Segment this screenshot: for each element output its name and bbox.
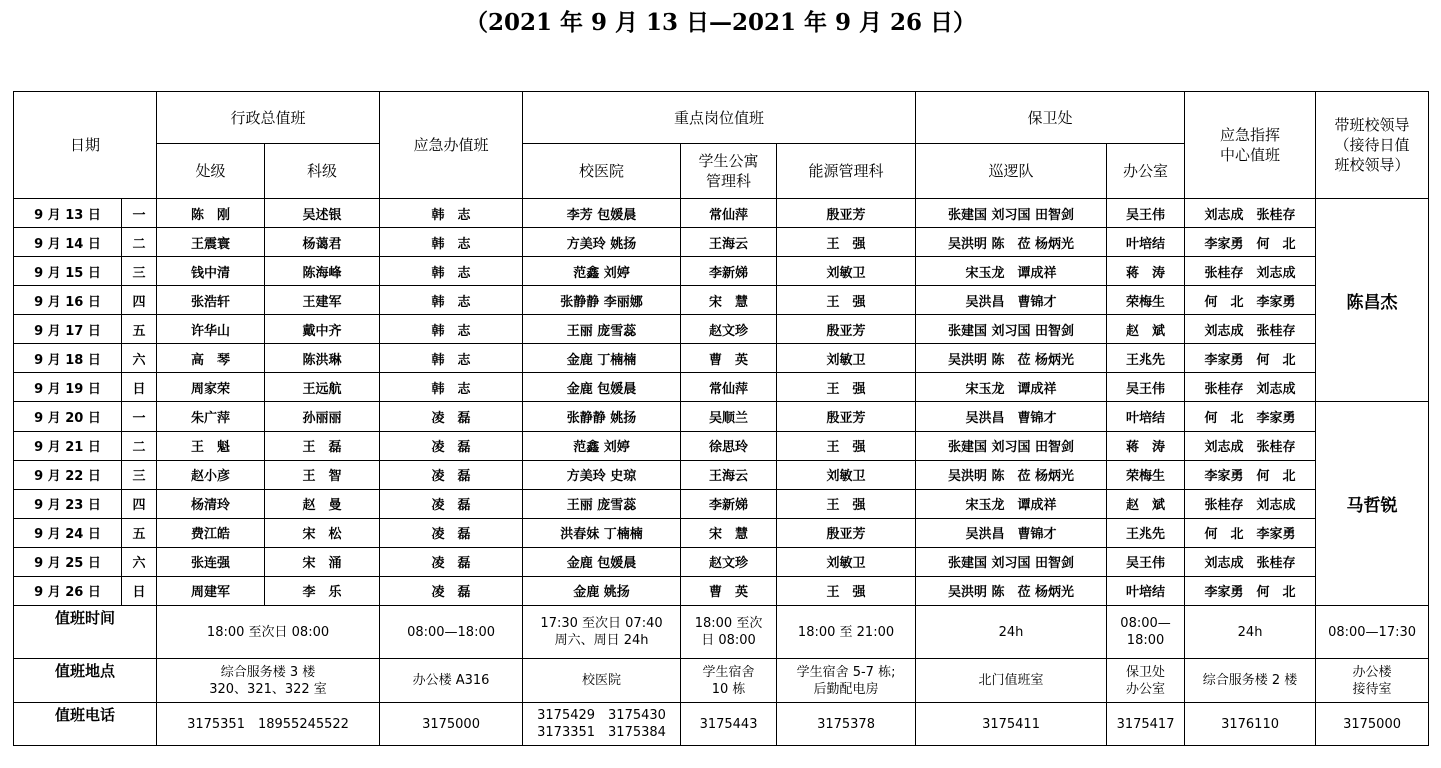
dorm-cell: 宋 慧 [681, 518, 777, 547]
division-duty-cell: 许华山 [157, 315, 265, 344]
emergency-office-cell: 凌 磊 [380, 547, 523, 576]
section-duty-cell: 陈洪琳 [265, 344, 380, 373]
leader-cell: 马哲锐 [1316, 402, 1429, 606]
footer-label-phone: 值班电话 [14, 703, 157, 746]
division-duty-cell: 钱中清 [157, 257, 265, 286]
division-duty-cell: 费江皓 [157, 518, 265, 547]
table-row [14, 576, 1429, 605]
security-office-cell: 赵 斌 [1107, 315, 1185, 344]
weekday-cell: 日 [122, 576, 157, 605]
hospital-cell: 方美玲 史琼 [523, 460, 681, 489]
header-emergency-office: 应急办值班 [380, 92, 523, 199]
table-row [14, 373, 1429, 402]
place-dorm: 学生宿舍 10 栋 [681, 659, 777, 703]
leader-cell: 陈昌杰 [1316, 199, 1429, 402]
header-key-posts: 重点岗位值班 [523, 92, 916, 144]
time-energy: 18:00 至 21:00 [777, 606, 916, 659]
emergency-office-cell: 凌 磊 [380, 402, 523, 431]
table-row [14, 431, 1429, 460]
table-row [14, 286, 1429, 315]
division-duty-cell: 周建军 [157, 576, 265, 605]
header-patrol: 巡逻队 [916, 144, 1107, 199]
division-duty-cell: 张连强 [157, 547, 265, 576]
weekday-cell: 一 [122, 199, 157, 228]
dorm-cell: 曹 英 [681, 344, 777, 373]
security-office-cell: 荣梅生 [1107, 286, 1185, 315]
emergency-office-cell: 凌 磊 [380, 460, 523, 489]
phone-hospital: 3175429 3175430 3173351 3175384 [523, 703, 681, 746]
security-office-cell: 吴王伟 [1107, 199, 1185, 228]
command-cell: 何 北 李家勇 [1185, 518, 1316, 547]
security-office-cell: 叶培结 [1107, 576, 1185, 605]
weekday-cell: 二 [122, 431, 157, 460]
time-command: 24h [1185, 606, 1316, 659]
time-office: 08:00— 18:00 [1107, 606, 1185, 659]
emergency-office-cell: 凌 磊 [380, 576, 523, 605]
place-hospital: 校医院 [523, 659, 681, 703]
dorm-cell: 李新娣 [681, 257, 777, 286]
security-office-cell: 赵 斌 [1107, 489, 1185, 518]
emergency-office-cell: 韩 志 [380, 315, 523, 344]
table-row [14, 518, 1429, 547]
section-duty-cell: 宋 涌 [265, 547, 380, 576]
security-office-cell: 荣梅生 [1107, 460, 1185, 489]
footer-row-time [14, 606, 1429, 659]
hospital-cell: 李芳 包媛晨 [523, 199, 681, 228]
phone-patrol: 3175411 [916, 703, 1107, 746]
section-duty-cell: 孙丽丽 [265, 402, 380, 431]
energy-cell: 王 强 [777, 286, 916, 315]
division-duty-cell: 张浩轩 [157, 286, 265, 315]
table-row [14, 402, 1429, 431]
phone-office: 3175417 [1107, 703, 1185, 746]
time-leader: 08:00—17:30 [1316, 606, 1429, 659]
section-duty-cell: 陈海峰 [265, 257, 380, 286]
hospital-cell: 洪春妹 丁楠楠 [523, 518, 681, 547]
header-leader: 带班校领导 （接待日值 班校领导） [1316, 92, 1429, 199]
place-patrol: 北门值班室 [916, 659, 1107, 703]
hospital-cell: 王丽 庞雪蕊 [523, 315, 681, 344]
time-dorm: 18:00 至次 日 08:00 [681, 606, 777, 659]
table-row [14, 344, 1429, 373]
header-section-level: 科级 [265, 144, 380, 199]
dorm-cell: 李新娣 [681, 489, 777, 518]
division-duty-cell: 王 魁 [157, 431, 265, 460]
date-cell: 9 月 16 日 [14, 286, 122, 315]
footer-row-phone [14, 703, 1429, 746]
dorm-cell: 徐思玲 [681, 431, 777, 460]
header-dorm-management: 学生公寓 管理科 [681, 144, 777, 199]
division-duty-cell: 周家荣 [157, 373, 265, 402]
energy-cell: 殷亚芳 [777, 199, 916, 228]
division-duty-cell: 杨清玲 [157, 489, 265, 518]
energy-cell: 王 强 [777, 489, 916, 518]
security-office-cell: 蒋 涛 [1107, 431, 1185, 460]
time-admin: 18:00 至次日 08:00 [157, 606, 380, 659]
table-row [14, 489, 1429, 518]
date-cell: 9 月 23 日 [14, 489, 122, 518]
hospital-cell: 张静静 李丽娜 [523, 286, 681, 315]
dorm-cell: 常仙萍 [681, 373, 777, 402]
schedule-rows [14, 199, 1429, 606]
hospital-cell: 张静静 姚扬 [523, 402, 681, 431]
emergency-office-cell: 韩 志 [380, 257, 523, 286]
emergency-office-cell: 凌 磊 [380, 518, 523, 547]
energy-cell: 刘敏卫 [777, 344, 916, 373]
header-emergency-command: 应急指挥 中心值班 [1185, 92, 1316, 199]
patrol-cell: 宋玉龙 谭成祥 [916, 373, 1107, 402]
hospital-cell: 金鹿 丁楠楠 [523, 344, 681, 373]
weekday-cell: 三 [122, 257, 157, 286]
date-cell: 9 月 26 日 [14, 576, 122, 605]
emergency-office-cell: 凌 磊 [380, 431, 523, 460]
command-cell: 李家勇 何 北 [1185, 460, 1316, 489]
time-hospital: 17:30 至次日 07:40 周六、周日 24h [523, 606, 681, 659]
dorm-cell: 吴顺兰 [681, 402, 777, 431]
dorm-cell: 王海云 [681, 460, 777, 489]
page-title: （2021 年 9 月 13 日—2021 年 9 月 26 日） [464, 9, 977, 36]
weekday-cell: 五 [122, 518, 157, 547]
hospital-cell: 方美玲 姚扬 [523, 228, 681, 257]
security-office-cell: 王兆先 [1107, 518, 1185, 547]
header-date: 日期 [14, 92, 157, 199]
emergency-office-cell: 韩 志 [380, 199, 523, 228]
command-cell: 李家勇 何 北 [1185, 228, 1316, 257]
phone-leader: 3175000 [1316, 703, 1429, 746]
patrol-cell: 吴洪明 陈 莅 杨炳光 [916, 228, 1107, 257]
energy-cell: 王 强 [777, 373, 916, 402]
table-row [14, 228, 1429, 257]
patrol-cell: 张建国 刘习国 田智剑 [916, 547, 1107, 576]
date-cell: 9 月 25 日 [14, 547, 122, 576]
weekday-cell: 五 [122, 315, 157, 344]
command-cell: 张桂存 刘志成 [1185, 489, 1316, 518]
phone-emergency-office: 3175000 [380, 703, 523, 746]
time-emergency-office: 08:00—18:00 [380, 606, 523, 659]
place-admin: 综合服务楼 3 楼 320、321、322 室 [157, 659, 380, 703]
hospital-cell: 金鹿 包媛晨 [523, 547, 681, 576]
header-hospital: 校医院 [523, 144, 681, 199]
dorm-cell: 常仙萍 [681, 199, 777, 228]
weekday-cell: 六 [122, 344, 157, 373]
date-cell: 9 月 15 日 [14, 257, 122, 286]
patrol-cell: 张建国 刘习国 田智剑 [916, 315, 1107, 344]
header-admin-duty: 行政总值班 [157, 92, 380, 144]
header-office: 办公室 [1107, 144, 1185, 199]
phone-command: 3176110 [1185, 703, 1316, 746]
time-patrol: 24h [916, 606, 1107, 659]
place-command: 综合服务楼 2 楼 [1185, 659, 1316, 703]
dorm-cell: 曹 英 [681, 576, 777, 605]
date-cell: 9 月 14 日 [14, 228, 122, 257]
patrol-cell: 吴洪昌 曹锦才 [916, 518, 1107, 547]
weekday-cell: 一 [122, 402, 157, 431]
patrol-cell: 宋玉龙 谭成祥 [916, 257, 1107, 286]
command-cell: 刘志成 张桂存 [1185, 431, 1316, 460]
energy-cell: 王 强 [777, 228, 916, 257]
table-row [14, 460, 1429, 489]
emergency-office-cell: 韩 志 [380, 286, 523, 315]
dorm-cell: 宋 慧 [681, 286, 777, 315]
command-cell: 李家勇 何 北 [1185, 576, 1316, 605]
place-energy: 学生宿舍 5-7 栋; 后勤配电房 [777, 659, 916, 703]
table-row [14, 547, 1429, 576]
energy-cell: 王 强 [777, 431, 916, 460]
section-duty-cell: 王 磊 [265, 431, 380, 460]
patrol-cell: 吴洪明 陈 莅 杨炳光 [916, 576, 1107, 605]
command-cell: 刘志成 张桂存 [1185, 547, 1316, 576]
division-duty-cell: 王震寰 [157, 228, 265, 257]
division-duty-cell: 朱广萍 [157, 402, 265, 431]
date-cell: 9 月 20 日 [14, 402, 122, 431]
energy-cell: 殷亚芳 [777, 402, 916, 431]
command-cell: 李家勇 何 北 [1185, 344, 1316, 373]
table-row [14, 257, 1429, 286]
weekday-cell: 二 [122, 228, 157, 257]
command-cell: 刘志成 张桂存 [1185, 199, 1316, 228]
weekday-cell: 四 [122, 286, 157, 315]
date-cell: 9 月 22 日 [14, 460, 122, 489]
dorm-cell: 赵文珍 [681, 547, 777, 576]
header-energy-management: 能源管理科 [777, 144, 916, 199]
energy-cell: 殷亚芳 [777, 315, 916, 344]
section-duty-cell: 赵 曼 [265, 489, 380, 518]
security-office-cell: 吴王伟 [1107, 547, 1185, 576]
patrol-cell: 吴洪明 陈 莅 杨炳光 [916, 344, 1107, 373]
security-office-cell: 蒋 涛 [1107, 257, 1185, 286]
weekday-cell: 四 [122, 489, 157, 518]
energy-cell: 刘敏卫 [777, 460, 916, 489]
weekday-cell: 三 [122, 460, 157, 489]
phone-dorm: 3175443 [681, 703, 777, 746]
date-cell: 9 月 19 日 [14, 373, 122, 402]
date-cell: 9 月 24 日 [14, 518, 122, 547]
command-cell: 何 北 李家勇 [1185, 402, 1316, 431]
weekday-cell: 六 [122, 547, 157, 576]
dorm-cell: 赵文珍 [681, 315, 777, 344]
date-cell: 9 月 13 日 [14, 199, 122, 228]
place-leader: 办公楼 接待室 [1316, 659, 1429, 703]
phone-energy: 3175378 [777, 703, 916, 746]
hospital-cell: 范鑫 刘婷 [523, 257, 681, 286]
footer-label-time: 值班时间 [14, 606, 157, 659]
header-division-level: 处级 [157, 144, 265, 199]
place-emergency-office: 办公楼 A316 [380, 659, 523, 703]
section-duty-cell: 王建军 [265, 286, 380, 315]
command-cell: 刘志成 张桂存 [1185, 315, 1316, 344]
date-cell: 9 月 18 日 [14, 344, 122, 373]
division-duty-cell: 赵小彦 [157, 460, 265, 489]
section-duty-cell: 李 乐 [265, 576, 380, 605]
command-cell: 张桂存 刘志成 [1185, 373, 1316, 402]
hospital-cell: 金鹿 包媛晨 [523, 373, 681, 402]
patrol-cell: 张建国 刘习国 田智剑 [916, 199, 1107, 228]
energy-cell: 刘敏卫 [777, 257, 916, 286]
hospital-cell: 王丽 庞雪蕊 [523, 489, 681, 518]
hospital-cell: 范鑫 刘婷 [523, 431, 681, 460]
patrol-cell: 吴洪昌 曹锦才 [916, 402, 1107, 431]
hospital-cell: 金鹿 姚扬 [523, 576, 681, 605]
command-cell: 何 北 李家勇 [1185, 286, 1316, 315]
place-office: 保卫处 办公室 [1107, 659, 1185, 703]
dorm-cell: 王海云 [681, 228, 777, 257]
patrol-cell: 张建国 刘习国 田智剑 [916, 431, 1107, 460]
energy-cell: 王 强 [777, 576, 916, 605]
date-cell: 9 月 17 日 [14, 315, 122, 344]
security-office-cell: 叶培结 [1107, 228, 1185, 257]
patrol-cell: 宋玉龙 谭成祥 [916, 489, 1107, 518]
table-row [14, 315, 1429, 344]
security-office-cell: 吴王伟 [1107, 373, 1185, 402]
division-duty-cell: 陈 刚 [157, 199, 265, 228]
section-duty-cell: 王远航 [265, 373, 380, 402]
section-duty-cell: 戴中齐 [265, 315, 380, 344]
energy-cell: 刘敏卫 [777, 547, 916, 576]
patrol-cell: 吴洪昌 曹锦才 [916, 286, 1107, 315]
duty-schedule-table [13, 91, 1429, 746]
weekday-cell: 日 [122, 373, 157, 402]
security-office-cell: 叶培结 [1107, 402, 1185, 431]
command-cell: 张桂存 刘志成 [1185, 257, 1316, 286]
phone-admin: 3175351 18955245522 [157, 703, 380, 746]
date-cell: 9 月 21 日 [14, 431, 122, 460]
header-security-dept: 保卫处 [916, 92, 1185, 144]
security-office-cell: 王兆先 [1107, 344, 1185, 373]
emergency-office-cell: 韩 志 [380, 228, 523, 257]
energy-cell: 殷亚芳 [777, 518, 916, 547]
section-duty-cell: 宋 松 [265, 518, 380, 547]
section-duty-cell: 杨蔼君 [265, 228, 380, 257]
patrol-cell: 吴洪明 陈 莅 杨炳光 [916, 460, 1107, 489]
emergency-office-cell: 韩 志 [380, 344, 523, 373]
emergency-office-cell: 凌 磊 [380, 489, 523, 518]
section-duty-cell: 王 智 [265, 460, 380, 489]
table-row [14, 199, 1429, 228]
section-duty-cell: 吴述银 [265, 199, 380, 228]
division-duty-cell: 高 琴 [157, 344, 265, 373]
footer-label-place: 值班地点 [14, 659, 157, 703]
emergency-office-cell: 韩 志 [380, 373, 523, 402]
footer-row-place [14, 659, 1429, 703]
